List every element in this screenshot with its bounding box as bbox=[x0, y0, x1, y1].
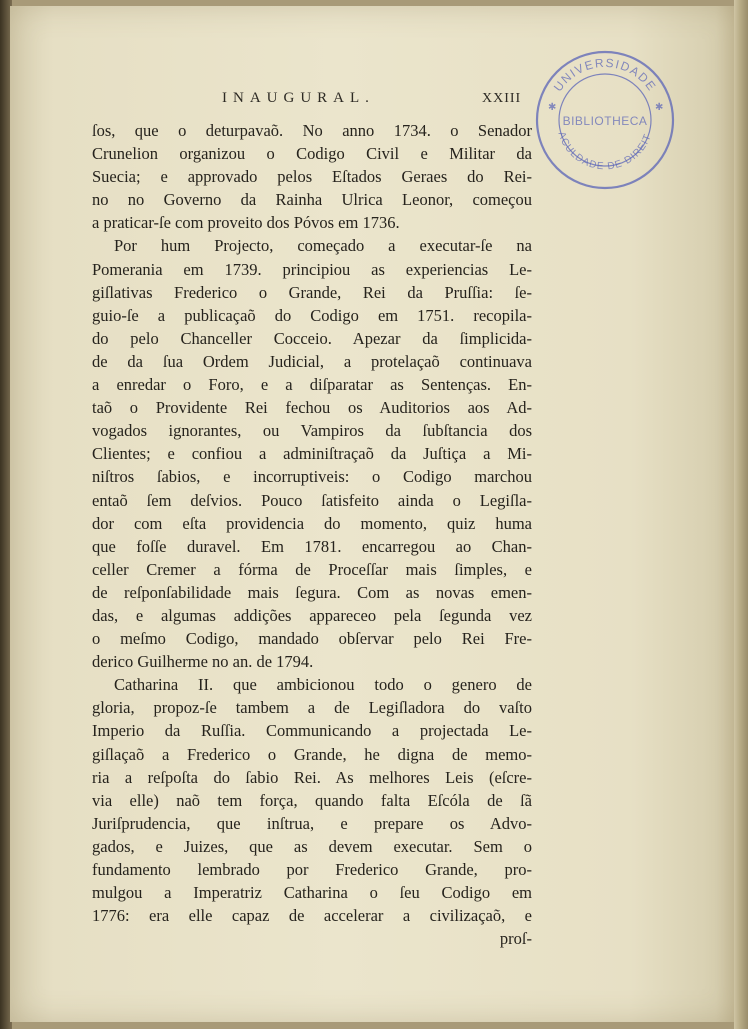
text-line: taõ o Providente Rei fechou os Auditorios aos Ad- bbox=[92, 398, 532, 418]
text-line: via elle) naõ tem força, quando falta Eſcóla de ſã bbox=[92, 790, 532, 810]
text-line: fundamento lembrado por Frederico Grande, pro- bbox=[92, 860, 532, 879]
text-line: a praticar-ſe com proveito dos Póvos em 1736. bbox=[92, 213, 400, 233]
text-line: niſtros ſabios, e incorruptiveis: o Codigo marchou bbox=[92, 467, 532, 487]
text-line: de reſponſabilidade mais ſegura. Com as novas emen- bbox=[92, 582, 532, 602]
text-line: entaõ ſem deſvios. Pouco ſatisfeito ainda o Legiſla- bbox=[92, 490, 532, 510]
library-stamp bbox=[530, 45, 680, 195]
text-line: Imperio da Ruſſia. Communicando a projectada Le- bbox=[92, 721, 532, 741]
text-line: celler Cremer a fórma de Proceſſar mais ſimples, e bbox=[92, 559, 532, 579]
text-line: guio-ſe a publicaçaõ do Codigo em 1751. recopila- bbox=[92, 305, 532, 325]
running-head: INAUGURAL. bbox=[222, 90, 375, 106]
text-line: mulgou a Imperatriz Catharina o ſeu Codigo em bbox=[92, 883, 532, 903]
text-line: que foſſe duravel. Em 1781. encarregou ao Chan- bbox=[92, 536, 532, 556]
text-line: gloria, propoz-ſe tambem a de Legiſladora do vaſto bbox=[92, 698, 532, 718]
stamp-bottom-text: ACULDADE DE DIREIT bbox=[555, 130, 654, 173]
text-line: giſlativas Frederico o Grande, Rei da Pruſſia: ſe- bbox=[92, 282, 532, 302]
text-line: ria a reſpoſta do ſabio Rei. As melhores Leis (eſcre- bbox=[92, 767, 532, 787]
text-line: Crunelion organizou o Codigo Civil e Militar da bbox=[92, 144, 532, 164]
text-line: Juriſprudencia, que inſtrua, e prepare os Advo- bbox=[92, 813, 532, 833]
text-line: ſos, que o deturpavaõ. No anno 1734. o Senador bbox=[92, 121, 532, 140]
text-line: Catharina II. que ambicionou todo o genero de bbox=[114, 675, 532, 695]
stamp-top-text: UNIVERSIDADE bbox=[550, 55, 660, 95]
catchword: proſ- bbox=[499, 929, 532, 949]
text-line: Por hum Projecto, começado a executar-ſe na bbox=[114, 236, 532, 256]
text-line: gados, e Juizes, que as devem executar. Sem o bbox=[92, 836, 532, 856]
text-line: dor com eſta providencia do momento, quiz huma bbox=[92, 513, 532, 533]
text-line: a enredar o Foro, e a diſparatar as Sentenças. En- bbox=[92, 375, 532, 395]
text-line: 1776: era elle capaz de accelerar a civilizaçaõ, e bbox=[92, 906, 532, 926]
stamp-star-icon: ✱ bbox=[655, 102, 664, 113]
svg-text:UNIVERSIDADE bbox=[551, 56, 659, 94]
page-edge bbox=[734, 0, 748, 1029]
text-line: vogados ignorantes, ou Vampiros da ſubſtancia dos bbox=[92, 421, 532, 441]
text-line: Pomerania em 1739. principiou as experiencias Le- bbox=[92, 259, 532, 279]
text-line: Clientes; e confiou a adminiſtraçaõ da Juſtiça a Mi- bbox=[92, 444, 532, 464]
stamp-star-icon: ✱ bbox=[548, 102, 557, 113]
stamp-middle-text: BIBLIOTHECA bbox=[562, 114, 648, 128]
text-line: o meſmo Codigo, mandado obſervar pelo Rei Fre- bbox=[92, 629, 532, 649]
text-line: das, e algumas addições appareceo pela ſegunda vez bbox=[92, 605, 532, 625]
text-line: no no Governo da Rainha Ulrica Leonor, começou bbox=[92, 190, 532, 210]
text-line: derico Guilherme no an. de 1794. bbox=[92, 652, 314, 672]
body-text bbox=[92, 119, 532, 950]
text-line: giſlaçaõ a Frederico o Grande, he digna de memo- bbox=[92, 744, 532, 764]
text-line: do pelo Chanceller Cocceio. Apezar da ſimplicida- bbox=[92, 328, 532, 348]
text-line: Suecia; e approvado pelos Eſtados Geraes do Rei- bbox=[92, 167, 532, 187]
page-number: XXIII bbox=[482, 91, 522, 106]
text-line: de da ſua Ordem Judicial, a protelaçaõ continuava bbox=[92, 351, 532, 371]
